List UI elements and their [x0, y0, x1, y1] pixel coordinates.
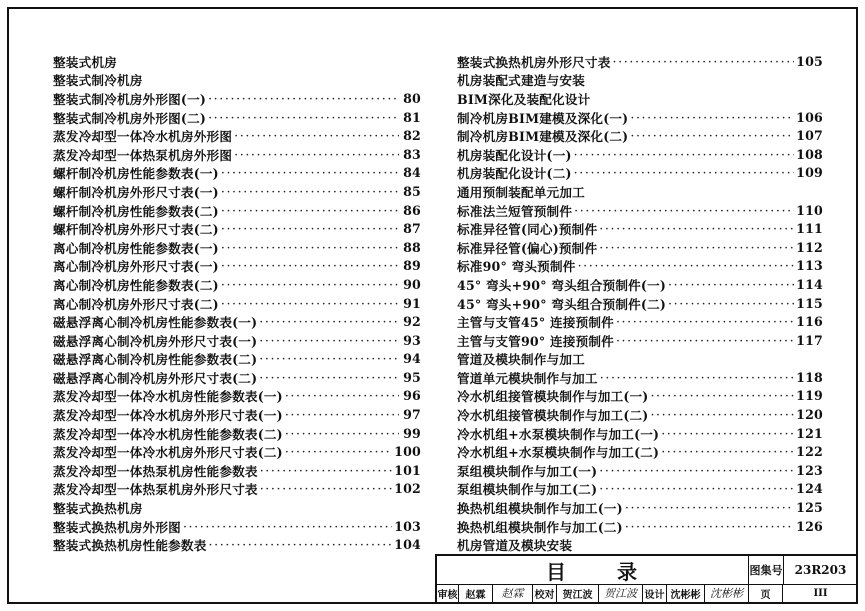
- toc-entry-page: 111: [796, 221, 823, 237]
- toc-section-heading: [457, 182, 823, 201]
- toc-entry-title: 整装式换热机房外形图: [53, 519, 181, 535]
- toc-entry-title: 蒸发冷却型一体冷水机房性能参数表(一): [53, 389, 283, 405]
- title-block: [435, 554, 858, 602]
- leader-dots: [574, 203, 794, 218]
- toc-entry-title: 泵组模块制作与加工(二): [457, 482, 598, 498]
- toc-entry-title: 磁悬浮离心制冷机房外形尺寸表(二): [53, 370, 258, 386]
- toc-entry: [457, 424, 823, 443]
- leader-dots: [574, 165, 794, 180]
- toc-entry-page: 105: [796, 53, 823, 69]
- toc-entry-title: 机房装配化设计(一): [457, 147, 572, 163]
- leader-dots: [208, 91, 399, 106]
- toc-entry-title: 标准90° 弯头预制件: [457, 259, 576, 275]
- leader-dots: [616, 314, 794, 329]
- toc-entry: [53, 368, 421, 387]
- toc-entry-page: 125: [796, 500, 823, 516]
- toc-entry-page: 80: [403, 90, 421, 106]
- toc-section-heading: [53, 71, 421, 90]
- leader-dots: [234, 128, 399, 143]
- toc-entry: [457, 275, 823, 294]
- toc-entry-page: 114: [796, 276, 823, 292]
- page-number: III: [813, 587, 828, 599]
- toc-entry: [457, 294, 823, 313]
- toc-entry-page: 83: [403, 146, 421, 162]
- toc-entry-page: 117: [796, 332, 823, 348]
- toc-entry: [457, 498, 823, 517]
- toc-entry-page: 94: [403, 351, 421, 367]
- leader-dots: [578, 258, 795, 273]
- toc-entry-page: 87: [403, 221, 421, 237]
- toc-entry-title: 磁悬浮离心制冷机房性能参数表(一): [53, 315, 258, 331]
- toc-entry-title: 蒸发冷却型一体冷水机房外形尺寸表(二): [53, 445, 283, 461]
- leader-dots: [599, 221, 794, 236]
- toc-entry-title: 标准异径管(同心)预制件: [457, 222, 598, 238]
- toc-entry-title: 蒸发冷却型一体热泵机房外形尺寸表: [53, 482, 258, 498]
- toc-entry-page: 99: [403, 425, 421, 441]
- toc-entry: [53, 126, 421, 145]
- toc-entry-page: 121: [796, 425, 823, 441]
- toc-section-heading: [457, 71, 823, 90]
- toc-entry-page: 118: [796, 369, 823, 385]
- toc-entry-title: 蒸发冷却型一体热泵机房外形图: [53, 147, 233, 163]
- toc-entry-title: 蒸发冷却型一体冷水机房性能参数表(二): [53, 426, 283, 442]
- leader-dots: [260, 463, 392, 478]
- toc-entry-page: 97: [403, 407, 421, 423]
- toc-entry: [457, 238, 823, 257]
- toc-entry-title: 冷水机组+水泵模块制作与加工(一): [457, 426, 660, 442]
- toc-entry: [53, 294, 421, 313]
- toc-entry-page: 122: [796, 444, 823, 460]
- leader-dots: [574, 147, 794, 162]
- toc-entry-title: 45° 弯头+90° 弯头组合预制件(一): [457, 277, 667, 293]
- leader-dots: [599, 481, 794, 496]
- leader-dots: [260, 481, 392, 496]
- toc-entry-title: 离心制冷机房性能参数表(二): [53, 277, 219, 293]
- toc-entry: [53, 145, 421, 164]
- leader-dots: [221, 258, 399, 273]
- leader-dots: [661, 426, 794, 441]
- toc-entry: [53, 350, 421, 369]
- reviewer-name: 赵霖: [459, 584, 493, 602]
- toc-entry-title: 整装式机房: [53, 54, 117, 70]
- toc-entry: [53, 461, 421, 480]
- leader-dots: [630, 110, 794, 125]
- toc-entry-title: 蒸发冷却型一体冷水机房外形尺寸表(一): [53, 408, 283, 424]
- toc-entry: [53, 108, 421, 127]
- toc-entry-page: 96: [403, 388, 421, 404]
- leader-dots: [599, 463, 794, 478]
- drawing-sheet: [7, 7, 858, 604]
- leader-dots: [668, 296, 794, 311]
- toc-entry-title: 离心制冷机房性能参数表(一): [53, 240, 219, 256]
- toc-entry-page: 123: [796, 462, 823, 478]
- toc-entry: [53, 182, 421, 201]
- leader-dots: [221, 277, 399, 292]
- toc-entry-page: 100: [394, 444, 421, 460]
- toc-entry: [53, 201, 421, 220]
- toc-entry: [53, 238, 421, 257]
- toc-entry-page: 126: [796, 518, 823, 534]
- toc-entry: [457, 164, 823, 183]
- toc-section-heading: [53, 498, 421, 517]
- toc-entry: [53, 257, 421, 276]
- sheet-title: 目 录: [437, 556, 749, 584]
- toc-entry-page: 95: [403, 369, 421, 385]
- toc-entry: [457, 108, 823, 127]
- leader-dots: [630, 128, 794, 143]
- toc-entry: [457, 405, 823, 424]
- toc-left-column: [53, 52, 421, 554]
- toc-entry-title: 主管与支管45° 连接预制件: [457, 315, 614, 331]
- toc-entry: [457, 201, 823, 220]
- toc-entry: [457, 52, 823, 71]
- toc-entry-page: 93: [403, 332, 421, 348]
- toc-entry-title: 机房装配式建造与安装: [457, 73, 585, 89]
- toc-entry: [457, 442, 823, 461]
- review-label: 审核: [437, 584, 459, 602]
- reviewer-signature: 赵霖: [493, 584, 533, 602]
- leader-dots: [668, 277, 794, 292]
- leader-dots: [259, 351, 399, 366]
- toc-entry: [457, 257, 823, 276]
- leader-dots: [221, 221, 399, 236]
- leader-dots: [221, 203, 399, 218]
- toc-entry: [53, 331, 421, 350]
- leader-dots: [285, 407, 399, 422]
- toc-right-column: [457, 52, 823, 554]
- toc-entry: [457, 331, 823, 350]
- toc-entry-title: 整装式制冷机房外形图(二): [53, 110, 207, 126]
- toc-entry-page: 91: [403, 295, 421, 311]
- toc-entry: [457, 387, 823, 406]
- toc-entry-title: 主管与支管90° 连接预制件: [457, 333, 614, 349]
- toc-entry-title: 通用预制装配单元加工: [457, 184, 585, 200]
- toc-entry: [53, 442, 421, 461]
- leader-dots: [209, 537, 393, 552]
- toc-entry: [457, 219, 823, 238]
- leader-dots: [650, 407, 794, 422]
- toc-entry-page: 81: [403, 109, 421, 125]
- toc-entry-title: 冷水机组+水泵模块制作与加工(二): [457, 445, 660, 461]
- toc-entry-title: 标准异径管(偏心)预制件: [457, 240, 598, 256]
- toc-entry-title: 制冷机房BIM建模及深化(二): [457, 129, 629, 145]
- toc-entry-page: 110: [796, 202, 823, 218]
- toc-entry: [53, 424, 421, 443]
- toc-entry-title: 换热机组模块制作与加工(一): [457, 501, 623, 517]
- leader-dots: [285, 426, 399, 441]
- toc-entry: [457, 126, 823, 145]
- leader-dots: [221, 296, 399, 311]
- designer-name: 沈彬彬: [667, 584, 705, 602]
- toc-entry-title: 制冷机房BIM建模及深化(一): [457, 110, 629, 126]
- toc-entry: [53, 312, 421, 331]
- toc-entry: [53, 535, 421, 554]
- toc-entry-page: 84: [403, 165, 421, 181]
- toc-entry-page: 103: [394, 518, 421, 534]
- toc-entry-page: 90: [403, 276, 421, 292]
- toc-entry-page: 107: [796, 128, 823, 144]
- toc-entry-title: BIM深化及装配化设计: [457, 91, 591, 107]
- toc-entry-page: 106: [796, 109, 823, 125]
- toc-entry-title: 冷水机组接管模块制作与加工(一): [457, 389, 649, 405]
- toc-entry-page: 102: [394, 481, 421, 497]
- leader-dots: [616, 333, 794, 348]
- page-label: 页: [749, 584, 783, 602]
- leader-dots: [599, 240, 794, 255]
- toc-entry: [457, 312, 823, 331]
- toc-entry-page: 120: [796, 407, 823, 423]
- toc-entry-title: 机房管道及模块安装: [457, 538, 573, 554]
- toc-entry-title: 螺杆制冷机房外形尺寸表(一): [53, 184, 219, 200]
- toc-entry-title: 泵组模块制作与加工(一): [457, 463, 598, 479]
- toc-entry-title: 磁悬浮离心制冷机房性能参数表(二): [53, 352, 258, 368]
- toc-entry: [53, 89, 421, 108]
- toc-section-heading: [457, 89, 823, 108]
- title-block-signatures: [437, 584, 858, 602]
- toc-entry-title: 蒸发冷却型一体冷水机房外形图: [53, 129, 233, 145]
- toc-entry-title: 45° 弯头+90° 弯头组合预制件(二): [457, 296, 667, 312]
- leader-dots: [221, 184, 399, 199]
- toc-entry-page: 109: [796, 165, 823, 181]
- design-label: 设计: [643, 584, 667, 602]
- check-label: 校对: [533, 584, 557, 602]
- toc-entry-page: 113: [796, 258, 823, 274]
- toc-entry: [53, 387, 421, 406]
- toc-entry-page: 115: [796, 295, 823, 311]
- leader-dots: [221, 165, 399, 180]
- toc-entry: [53, 480, 421, 499]
- toc-section-heading: [457, 350, 823, 369]
- toc-entry-page: 86: [403, 202, 421, 218]
- toc-entry-title: 管道及模块制作与加工: [457, 352, 585, 368]
- toc-entry-title: 整装式换热机房: [53, 501, 143, 517]
- toc-entry-page: 108: [796, 146, 823, 162]
- leader-dots: [650, 388, 794, 403]
- toc-entry-title: 螺杆制冷机房性能参数表(二): [53, 203, 219, 219]
- leader-dots: [661, 444, 794, 459]
- toc-entry: [53, 517, 421, 536]
- toc-entry-title: 整装式换热机房外形尺寸表: [457, 54, 611, 70]
- toc-entry: [53, 275, 421, 294]
- leader-dots: [234, 147, 399, 162]
- leader-dots: [285, 444, 392, 459]
- toc-entry-page: 88: [403, 239, 421, 255]
- title-block-top: [437, 556, 858, 585]
- designer-signature: 沈彬彬: [705, 584, 749, 602]
- toc-entry: [53, 405, 421, 424]
- toc-section-heading: [457, 535, 823, 554]
- toc-entry-title: 标准法兰短管预制件: [457, 203, 573, 219]
- leader-dots: [259, 314, 399, 329]
- toc-entry: [53, 219, 421, 238]
- toc-entry: [53, 164, 421, 183]
- toc-entry-title: 离心制冷机房外形尺寸表(二): [53, 296, 219, 312]
- leader-dots: [221, 240, 399, 255]
- toc-entry-page: 124: [796, 481, 823, 497]
- toc-entry-title: 螺杆制冷机房性能参数表(一): [53, 166, 219, 182]
- leader-dots: [183, 519, 392, 534]
- toc-entry-title: 整装式制冷机房外形图(一): [53, 91, 207, 107]
- leader-dots: [285, 388, 399, 403]
- leader-dots: [208, 110, 399, 125]
- toc-entry-page: 112: [796, 239, 823, 255]
- toc-entry-page: 82: [403, 128, 421, 144]
- atlas-number-label: 图集号: [749, 556, 784, 584]
- toc-entry-title: 蒸发冷却型一体热泵机房性能参数表: [53, 463, 258, 479]
- toc-entry-title: 机房装配化设计(二): [457, 166, 572, 182]
- leader-dots: [613, 54, 795, 69]
- toc-entry-page: 89: [403, 258, 421, 274]
- toc-entry-title: 磁悬浮离心制冷机房外形尺寸表(一): [53, 333, 258, 349]
- toc-section-heading: [53, 52, 421, 71]
- leader-dots: [600, 370, 794, 385]
- leader-dots: [625, 519, 794, 534]
- toc-entry: [457, 480, 823, 499]
- toc-entry-title: 整装式制冷机房: [53, 73, 143, 89]
- toc-entry-page: 85: [403, 183, 421, 199]
- toc-entry-title: 整装式换热机房性能参数表: [53, 538, 207, 554]
- toc-entry-page: 116: [796, 314, 823, 330]
- leader-dots: [625, 500, 794, 515]
- toc-entry-title: 冷水机组接管模块制作与加工(二): [457, 408, 649, 424]
- toc-entry-title: 离心制冷机房外形尺寸表(一): [53, 259, 219, 275]
- toc-entry-page: 101: [394, 462, 421, 478]
- checker-name: 贺江波: [557, 584, 599, 602]
- toc-entry: [457, 517, 823, 536]
- atlas-number: 23R203: [794, 563, 847, 577]
- leader-dots: [259, 370, 399, 385]
- toc-entry-page: 104: [394, 537, 421, 553]
- leader-dots: [259, 333, 399, 348]
- toc-entry-page: 92: [403, 314, 421, 330]
- toc-entry-title: 螺杆制冷机房外形尺寸表(二): [53, 222, 219, 238]
- toc-entry-page: 119: [796, 388, 823, 404]
- toc-entry-title: 管道单元模块制作与加工: [457, 370, 598, 386]
- toc-entry: [457, 145, 823, 164]
- toc-entry: [457, 368, 823, 387]
- toc-entry: [457, 461, 823, 480]
- toc-entry-title: 换热机组模块制作与加工(二): [457, 519, 623, 535]
- checker-signature: 贺江波: [599, 584, 643, 602]
